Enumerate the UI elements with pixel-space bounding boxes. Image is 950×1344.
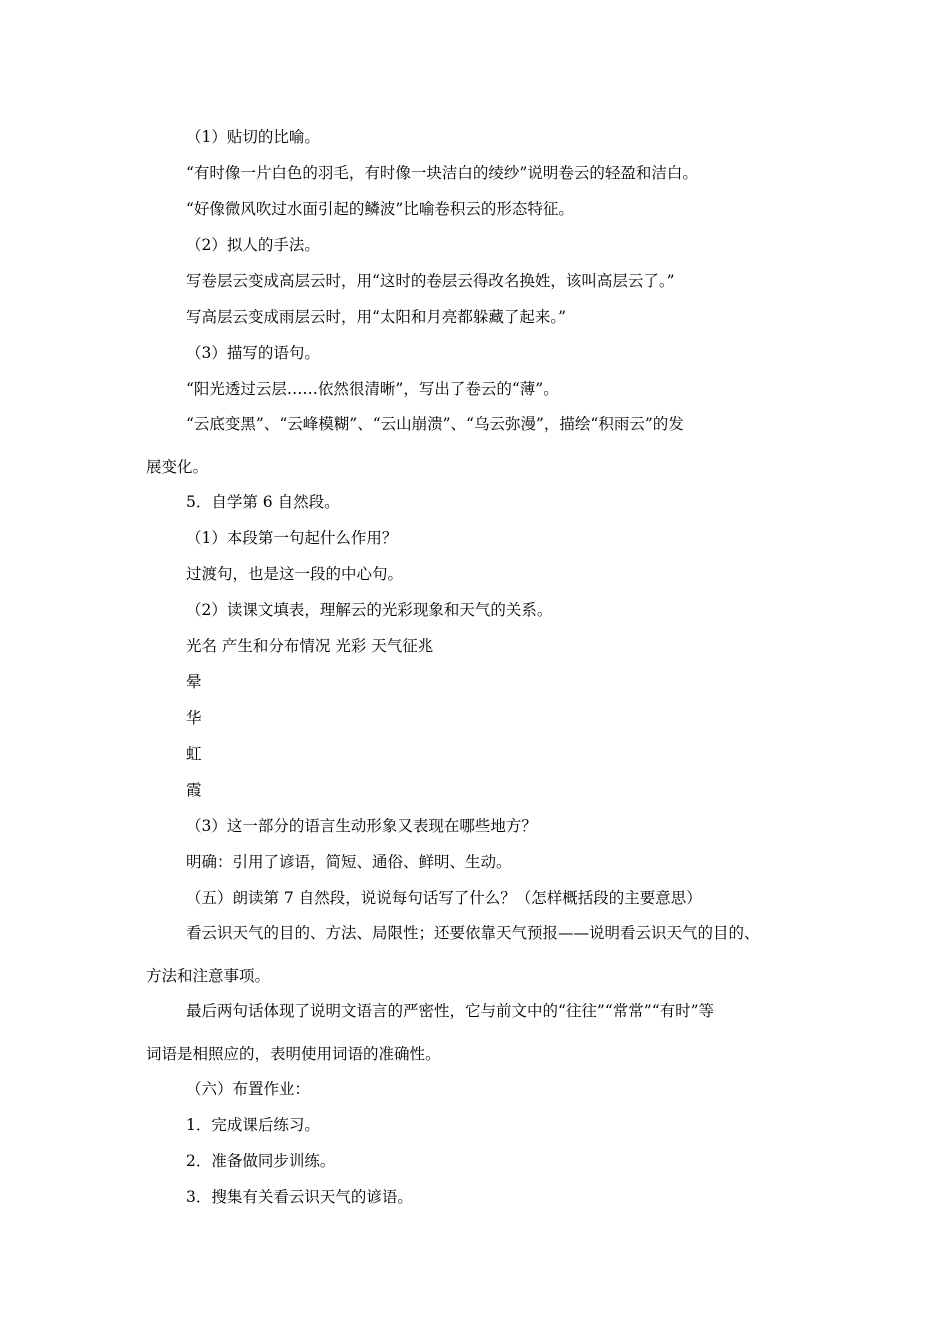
section-heading: （六）布置作业： (186, 1080, 311, 1098)
question: （1）本段第一句起什么作用？ (186, 529, 398, 547)
paragraph: “阳光透过云层……依然很清晰”，写出了卷云的“薄”。 (186, 380, 559, 398)
list-item: 1．完成课后练习。 (186, 1116, 320, 1134)
table-row: 晕 (186, 673, 202, 691)
list-item: 3．搜集有关看云识天气的谚语。 (186, 1188, 413, 1206)
subheading-personification: （2）拟人的手法。 (186, 236, 320, 254)
paragraph-continuation: 方法和注意事项。 (146, 967, 271, 985)
paragraph: “有时像一片白色的羽毛，有时像一块洁白的绫纱”说明卷云的轻盈和洁白。 (186, 164, 698, 182)
paragraph: 写卷层云变成高层云时，用“这时的卷层云得改名换姓，该叫高层云了。” (186, 272, 675, 290)
answer: 过渡句，也是这一段的中心句。 (186, 565, 404, 583)
answer: 明确：引用了谚语，简短、通俗、鲜明、生动。 (186, 853, 512, 871)
paragraph: 写高层云变成雨层云时，用“太阳和月亮都躲藏了起来。” (186, 308, 567, 326)
paragraph: 看云识天气的目的、方法、局限性；还要依靠天气预报——说明看云识天气的目的、 (186, 924, 760, 942)
paragraph: “云底变黑”、“云峰模糊”、“云山崩溃”、“乌云弥漫”，描绘“积雨云”的发 (186, 415, 684, 433)
table-header: 光名 产生和分布情况 光彩 天气征兆 (186, 637, 434, 655)
section-heading: （五）朗读第 7 自然段，说说每句话写了什么？（怎样概括段的主要意思） (186, 889, 702, 907)
question: （3）这一部分的语言生动形象又表现在哪些地方？ (186, 817, 537, 835)
table-row: 霞 (186, 781, 202, 799)
section-heading: 5．自学第 6 自然段。 (186, 493, 340, 511)
paragraph-continuation: 词语是相照应的，表明使用词语的准确性。 (146, 1045, 441, 1063)
question: （2）读课文填表，理解云的光彩现象和天气的关系。 (186, 601, 553, 619)
subheading-metaphor: （1）贴切的比喻。 (186, 128, 320, 146)
paragraph-continuation: 展变化。 (146, 458, 209, 476)
paragraph: “好像微风吹过水面引起的鳞波”比喻卷积云的形态特征。 (186, 200, 574, 218)
table-row: 虹 (186, 745, 202, 763)
table-row: 华 (186, 709, 202, 727)
paragraph: 最后两句话体现了说明文语言的严密性，它与前文中的“往往”“常常”“有时”等 (186, 1002, 715, 1020)
list-item: 2．准备做同步训练。 (186, 1152, 336, 1170)
subheading-description: （3）描写的语句。 (186, 344, 320, 362)
